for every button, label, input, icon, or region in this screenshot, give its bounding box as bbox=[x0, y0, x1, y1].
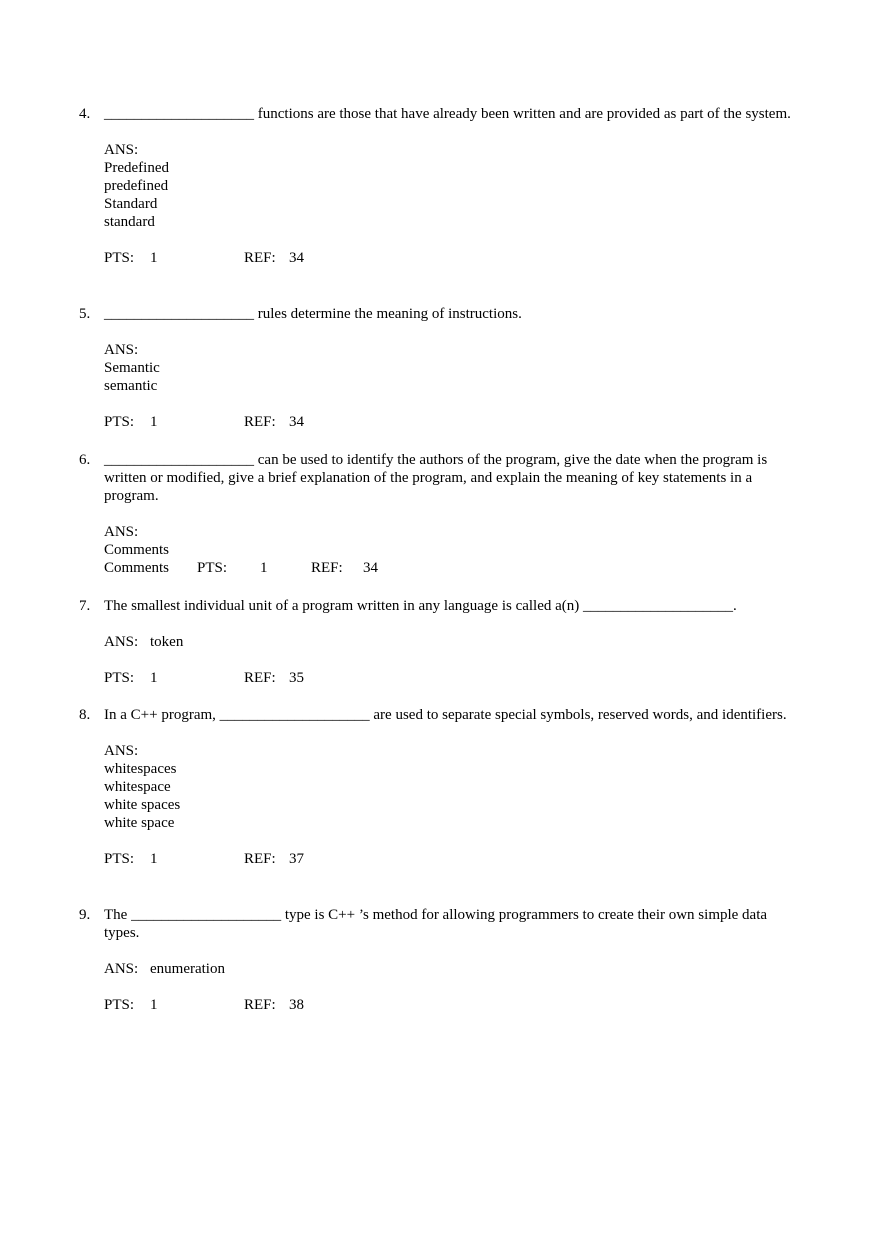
answer-block bbox=[104, 523, 804, 577]
pts-label: PTS: bbox=[104, 997, 135, 1013]
answer-item: standard bbox=[104, 214, 155, 230]
pts-value: 1 bbox=[150, 250, 158, 266]
answer-item: Comments bbox=[104, 542, 170, 558]
answer-item: whitespace bbox=[104, 779, 171, 795]
answer-item: token bbox=[150, 634, 184, 650]
pts-value: 1 bbox=[150, 851, 158, 867]
ref-value: 37 bbox=[289, 851, 304, 867]
question-number: 8. bbox=[79, 707, 91, 723]
ref-label: REF: bbox=[244, 670, 276, 686]
answer-with-meta-row bbox=[104, 559, 804, 577]
pts-value: 1 bbox=[150, 670, 158, 686]
answer-block bbox=[104, 633, 804, 651]
meta-row bbox=[104, 413, 804, 431]
pts-label: PTS: bbox=[197, 560, 228, 576]
pts-label: PTS: bbox=[104, 670, 135, 686]
answer-block bbox=[104, 341, 804, 395]
question-text: ____________________ rules determine the meaning of instructions. bbox=[104, 306, 522, 322]
meta-row bbox=[104, 249, 804, 267]
answer-item: Comments bbox=[104, 560, 170, 576]
answer-label: ANS: bbox=[104, 142, 139, 158]
meta-row bbox=[104, 669, 804, 687]
answer-item: Predefined bbox=[104, 160, 169, 176]
answer-item: predefined bbox=[104, 178, 169, 194]
answer-label: ANS: bbox=[104, 743, 139, 759]
pts-label: PTS: bbox=[104, 414, 135, 430]
answer-item: white spaces bbox=[104, 797, 181, 813]
ref-value: 34 bbox=[363, 560, 378, 576]
answer-label: ANS: bbox=[104, 342, 139, 358]
ref-value: 35 bbox=[289, 670, 304, 686]
ref-label: REF: bbox=[244, 414, 276, 430]
ref-value: 34 bbox=[289, 250, 304, 266]
pts-value: 1 bbox=[260, 560, 268, 576]
answer-block bbox=[104, 742, 804, 832]
ref-label: REF: bbox=[244, 250, 276, 266]
ref-label: REF: bbox=[244, 851, 276, 867]
meta-row bbox=[104, 996, 804, 1014]
question-text: ____________________ can be used to identify the authors of the program, give the date when the program is written or modified, give a brief explanation of the program, and explain the meaning of key statements in a program. bbox=[104, 452, 771, 504]
question-text: The ____________________ type is C++ ’s method for allowing programmers to create their own simple data types. bbox=[104, 907, 771, 941]
answer-item: Standard bbox=[104, 196, 158, 212]
question-number: 7. bbox=[79, 598, 91, 614]
answer-item: enumeration bbox=[150, 961, 225, 977]
question-number: 4. bbox=[79, 106, 91, 122]
question-text: In a C++ program, ____________________ are used to separate special symbols, reserved words, and identifiers. bbox=[104, 707, 787, 723]
answer-block bbox=[104, 960, 804, 978]
answer-label: ANS: bbox=[104, 524, 139, 540]
question-text: ____________________ functions are those that have already been written and are provided as part of the system. bbox=[104, 106, 791, 122]
answer-label: ANS: bbox=[104, 634, 139, 650]
ref-value: 34 bbox=[289, 414, 304, 430]
pts-label: PTS: bbox=[104, 851, 135, 867]
answer-item: white space bbox=[104, 815, 175, 831]
question-text: The smallest individual unit of a program written in any language is called a(n) ____________________. bbox=[104, 598, 737, 614]
ref-label: REF: bbox=[311, 560, 343, 576]
question-number: 5. bbox=[79, 306, 91, 322]
question-number: 9. bbox=[79, 907, 91, 923]
ref-label: REF: bbox=[244, 997, 276, 1013]
pts-value: 1 bbox=[150, 997, 158, 1013]
meta-row bbox=[104, 850, 804, 868]
answer-item: semantic bbox=[104, 378, 158, 394]
answer-block bbox=[104, 141, 804, 231]
question-number: 6. bbox=[79, 452, 91, 468]
answer-label: ANS: bbox=[104, 961, 139, 977]
ref-value: 38 bbox=[289, 997, 304, 1013]
answer-item: whitespaces bbox=[104, 761, 177, 777]
pts-label: PTS: bbox=[104, 250, 135, 266]
answer-item: Semantic bbox=[104, 360, 160, 376]
pts-value: 1 bbox=[150, 414, 158, 430]
